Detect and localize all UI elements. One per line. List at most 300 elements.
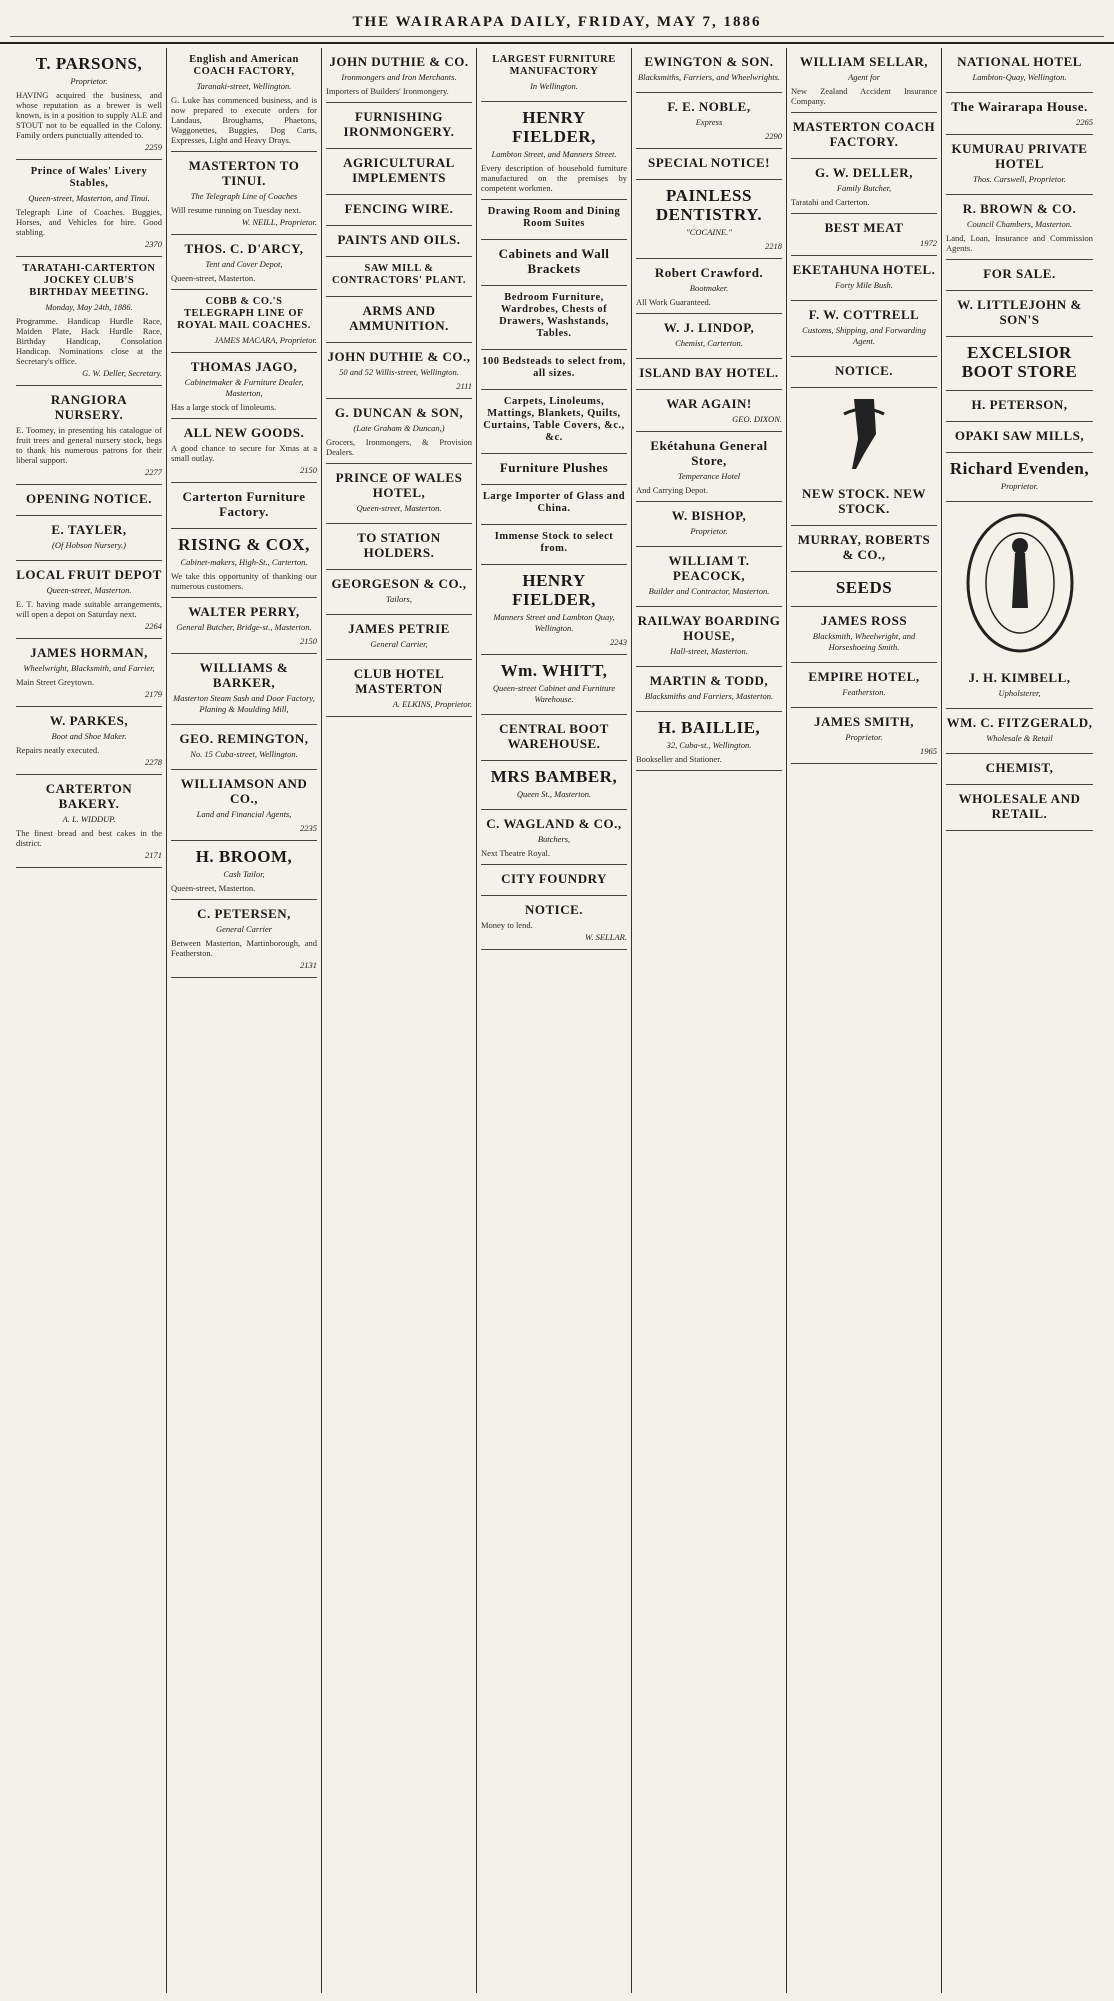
- ad-subheading: Masterton Steam Sash and Door Factory, Planing & Moulding Mill,: [173, 693, 315, 714]
- ad-heading: TARATAHI-CARTERTON JOCKEY CLUB'S BIRTHDAY MEETING.: [22, 263, 156, 298]
- advertisement: [481, 390, 627, 454]
- ad-subheading: (Of Hobson Nursery.): [52, 540, 126, 550]
- ad-heading: WILLIAMS & BARKER,: [199, 660, 289, 690]
- ad-heading: SPECIAL NOTICE!: [648, 155, 770, 170]
- ad-heading: English and American COACH FACTORY,: [189, 54, 299, 77]
- ad-heading: WM. C. FITZGERALD,: [946, 715, 1093, 730]
- advertisement: [171, 290, 317, 353]
- ad-signature: 2278: [145, 757, 162, 767]
- advertisement: [481, 48, 627, 102]
- ad-heading: H. BROOM,: [195, 847, 293, 866]
- ad-signature: 2218: [765, 241, 782, 251]
- ad-body-text: E. T. having made suitable arrangements, will open a depot on Saturday next.: [16, 599, 162, 619]
- ad-heading: WILLIAM SELLAR,: [799, 54, 929, 69]
- advertisement: [326, 195, 472, 226]
- ad-subheading: Cabinet-makers, High-St., Carterton.: [180, 557, 308, 567]
- ad-heading: C. PETERSEN,: [197, 906, 291, 921]
- ad-subheading: Taranaki-street, Wellington.: [196, 81, 292, 91]
- advertisement: [636, 314, 782, 359]
- ad-heading: CHEMIST,: [985, 760, 1054, 775]
- ad-heading: OPENING NOTICE.: [26, 491, 152, 506]
- advertisement: [16, 257, 162, 386]
- ad-heading: CLUB HOTEL MASTERTON: [353, 666, 445, 696]
- ad-subheading: Forty Mile Bush.: [835, 280, 893, 290]
- ad-subheading: Wholesale & Retail: [986, 733, 1053, 743]
- advertisement: [636, 547, 782, 607]
- advertisement: [481, 896, 627, 950]
- advertisement: [946, 48, 1093, 93]
- newspaper-column-1: [12, 48, 167, 1993]
- ad-heading: GEORGESON & CO.,: [331, 576, 467, 591]
- masthead: [0, 0, 1114, 44]
- ad-heading: C. WAGLAND & CO.,: [486, 816, 622, 831]
- ad-heading: G. W. DELLER,: [815, 165, 913, 180]
- page-title: THE WAIRARAPA DAILY, FRIDAY, MAY 7, 1886: [352, 14, 762, 30]
- ad-heading: JOHN DUTHIE & CO.: [329, 54, 469, 69]
- ad-subheading: Featherston.: [842, 687, 886, 697]
- advertisement: [636, 149, 782, 180]
- ad-body-text: New Zealand Accident Insurance Company.: [791, 86, 937, 106]
- advertisement: [481, 485, 627, 525]
- ad-heading: JOHN DUTHIE & CO.,: [327, 349, 471, 364]
- ad-body-text: And Carrying Depot.: [636, 485, 709, 495]
- advertisement: [481, 565, 627, 655]
- ad-heading: WALTER PERRY,: [188, 604, 300, 619]
- ad-subheading: Lambton Street, and Manners Street.: [491, 149, 617, 159]
- ad-subheading: Cash Tailor,: [223, 869, 265, 879]
- ad-heading: GEO. REMINGTON,: [179, 731, 309, 746]
- ad-heading: TO STATION HOLDERS.: [357, 530, 441, 560]
- ad-heading: NOTICE.: [834, 363, 894, 378]
- ad-body-text: Has a large stock of linoleums.: [171, 402, 277, 412]
- ad-heading: WHOLESALE AND RETAIL.: [958, 791, 1081, 821]
- ad-heading: F. E. NOBLE,: [667, 99, 751, 114]
- ad-heading: MARTIN & TODD,: [649, 673, 769, 688]
- advertisement: [326, 257, 472, 297]
- ad-heading: ARMS AND AMMUNITION.: [349, 303, 449, 333]
- ad-body-text: Between Masterton, Martinborough, and Featherston.: [171, 938, 317, 958]
- ad-heading: Wm. WHITT,: [500, 661, 608, 680]
- advertisement: [171, 235, 317, 290]
- advertisement: [946, 709, 1093, 754]
- ad-heading: WILLIAMSON AND CO.,: [180, 776, 308, 806]
- ad-signature: 2243: [610, 637, 627, 647]
- ad-heading: FURNISHING IRONMONGERY.: [343, 109, 455, 139]
- ad-subheading: "COCAINE.": [686, 227, 732, 237]
- ad-heading: Cabinets and Wall Brackets: [498, 246, 610, 276]
- ad-subheading: In Wellington.: [530, 81, 578, 91]
- advertisement: [481, 865, 627, 896]
- advertisement: [636, 390, 782, 432]
- ad-heading: FENCING WIRE.: [344, 201, 454, 216]
- ad-subheading: Proprietor.: [690, 526, 728, 536]
- ad-subheading: 32, Cuba-st., Wellington.: [666, 740, 752, 750]
- ad-subheading: Blacksmiths, Farriers, and Wheelwrights.: [637, 72, 781, 82]
- advertisement: [171, 725, 317, 770]
- advertisement: [326, 48, 472, 103]
- ad-signature: 1972: [920, 238, 937, 248]
- ad-heading: SEEDS: [835, 578, 893, 597]
- ad-subheading: Queen St., Masterton.: [516, 789, 592, 799]
- ad-heading: H. PETERSON,: [971, 397, 1068, 412]
- ad-subheading: Builder and Contractor, Masterton.: [648, 586, 770, 596]
- advertisement: [946, 135, 1093, 195]
- ad-heading: RISING & COX,: [178, 535, 310, 554]
- ad-subheading: No. 15 Cuba-street, Wellington.: [190, 749, 298, 759]
- advertisement: [326, 570, 472, 615]
- ad-subheading: Queen-street, Masterton.: [356, 503, 442, 513]
- ad-heading: LARGEST FURNITURE MANUFACTORY: [492, 54, 616, 77]
- ad-heading: WILLIAM T. PEACOCK,: [668, 553, 750, 583]
- ad-signature: 2259: [145, 142, 162, 152]
- ad-subheading: Tailors,: [386, 594, 412, 604]
- advertisement: [326, 524, 472, 570]
- advertisement: [946, 785, 1093, 831]
- ad-heading: JAMES SMITH,: [814, 714, 914, 729]
- advertisement: [171, 483, 317, 529]
- ad-body-text: Programme. Handicap Hurdle Race, Maiden Plate, Hack Hurdle Race, Birthday Handicap, Consolation Handicap. Nominations close at the Secretary's office.: [16, 316, 162, 366]
- advertisement: [636, 259, 782, 314]
- ad-body-text: Land, Loan, Insurance and Commission Agents.: [946, 233, 1093, 253]
- ad-signature: 2150: [300, 636, 317, 646]
- ad-heading: W. J. LINDOP,: [663, 320, 755, 335]
- advertisement: [946, 337, 1093, 391]
- advertisement: [171, 598, 317, 654]
- ad-subheading: Proprietor.: [845, 732, 883, 742]
- ad-subheading: 50 and 52 Willis-street, Wellington.: [339, 367, 459, 377]
- advertisement: [791, 256, 937, 301]
- ad-signature: 2265: [1076, 117, 1093, 127]
- advertisement: [791, 301, 937, 357]
- ad-heading: NEW STOCK. NEW STOCK.: [802, 486, 926, 516]
- advertisement: [791, 159, 937, 214]
- ad-signature: 2111: [456, 381, 472, 391]
- advertisement: [636, 93, 782, 149]
- ad-body-text: A good chance to secure for Xmas at a small outlay.: [171, 443, 317, 463]
- ad-signature: 2290: [765, 131, 782, 141]
- advertisement: [171, 419, 317, 483]
- advertisement: [481, 454, 627, 485]
- ad-subheading: Cabinetmaker & Furniture Dealer, Masterton,: [184, 377, 304, 398]
- advertisement: [16, 775, 162, 868]
- ad-heading: MRS BAMBER,: [490, 767, 618, 786]
- ad-subheading: A. L. WIDDUP.: [62, 814, 116, 824]
- advertisement: [171, 900, 317, 978]
- ad-body-text: Every description of household furniture manufactured on the premises by competent workmen.: [481, 163, 627, 193]
- ad-body-text: Repairs neatly executed.: [16, 745, 100, 755]
- advertisement: [636, 359, 782, 390]
- column-container: [12, 48, 1106, 1993]
- ad-heading: J. H. KIMBELL,: [968, 670, 1071, 685]
- ad-signature: 2131: [300, 960, 317, 970]
- ad-subheading: Proprietor.: [70, 76, 108, 86]
- ad-heading: Prince of Wales' Livery Stables,: [30, 166, 148, 189]
- advertisement: [171, 529, 317, 598]
- ad-heading: Carpets, Linoleums, Mattings, Blankets, Quilts, Curtains, Table Covers, &c., &c.: [483, 396, 625, 443]
- ad-body-text: Queen-street, Masterton.: [171, 273, 256, 283]
- ad-subheading: Blacksmiths and Farriers, Masterton.: [644, 691, 774, 701]
- advertisement: [481, 655, 627, 715]
- ad-subheading: Proprietor.: [1000, 481, 1039, 491]
- ad-subheading: Customs, Shipping, and Forwarding Agent.: [802, 325, 926, 346]
- ad-heading: PAINLESS DENTISTRY.: [655, 186, 763, 224]
- ad-heading: Bedroom Furniture, Wardrobes, Chests of Drawers, Washstands, Tables.: [499, 292, 609, 339]
- ad-heading: CENTRAL BOOT WAREHOUSE.: [499, 721, 609, 751]
- advertisement: [636, 502, 782, 547]
- ad-heading: Immense Stock to select from.: [494, 531, 614, 554]
- ad-body-text: Bookseller and Stationer.: [636, 754, 722, 764]
- advertisement: [16, 707, 162, 775]
- advertisement: [481, 102, 627, 200]
- advertisement: [791, 480, 937, 526]
- ad-heading: F. W. COTTRELL: [808, 307, 920, 322]
- ad-heading: AGRICULTURAL IMPLEMENTS: [343, 155, 455, 185]
- ad-heading: RAILWAY BOARDING HOUSE,: [637, 613, 781, 643]
- ad-heading: THOS. C. D'ARCY,: [184, 241, 304, 256]
- advertisement: [636, 607, 782, 667]
- advertisement: [171, 841, 317, 900]
- ad-heading: CITY FOUNDRY: [501, 871, 607, 886]
- advertisement: [326, 615, 472, 660]
- advertisement: [326, 103, 472, 149]
- advertisement: [791, 663, 937, 708]
- advertisement: [636, 48, 782, 93]
- ad-subheading: Wheelwright, Blacksmith, and Farrier,: [23, 663, 155, 673]
- ad-subheading: The Telegraph Line of Coaches: [190, 191, 298, 201]
- ad-heading: Drawing Room and Dining Room Suites: [487, 206, 621, 229]
- advertisement: [946, 754, 1093, 785]
- ad-body-text: Importers of Builders' Ironmongery.: [326, 86, 449, 96]
- ad-heading: OPAKI SAW MILLS,: [954, 428, 1085, 443]
- ad-subheading: (Late Graham & Duncan,): [353, 423, 445, 433]
- advertisement: [791, 708, 937, 764]
- ad-heading: G. DUNCAN & SON,: [334, 405, 464, 420]
- advertisement: [326, 660, 472, 717]
- ad-heading: EMPIRE HOTEL,: [808, 669, 920, 684]
- advertisement: [791, 607, 937, 663]
- ad-subheading: Ironmongers and Iron Merchants.: [341, 72, 457, 82]
- ad-body-text: Next Theatre Royal.: [481, 848, 551, 858]
- advertisement: [791, 357, 937, 388]
- advertisement: [481, 240, 627, 286]
- ad-heading: The Wairarapa House.: [951, 99, 1088, 114]
- ad-subheading: General Carrier,: [370, 639, 428, 649]
- ad-subheading: Queen-street Cabinet and Furniture Warehouse.: [492, 683, 616, 704]
- advertisement: [326, 226, 472, 257]
- ad-body-text: Main Street Greytown.: [16, 677, 95, 687]
- advertisement: [946, 453, 1093, 502]
- ad-heading: EWINGTON & SON.: [644, 54, 774, 69]
- advertisement: [946, 664, 1093, 709]
- ad-heading: EXCELSIOR BOOT STORE: [961, 343, 1078, 381]
- ad-body-text: G. Luke has commenced business, and is now prepared to execute orders for Landaus, Broughams, Phaetons, Waggonettes, Buggies, Dog Carts, Expresses, Light and Heavy Drays.: [171, 95, 317, 145]
- newspaper-column-7: [942, 48, 1097, 1993]
- newspaper-column-6: [787, 48, 942, 1993]
- ad-subheading: Tent and Cover Depot,: [205, 259, 283, 269]
- advertisement: [791, 48, 937, 113]
- ad-body-text: Will resume running on Tuesday next.: [171, 205, 301, 215]
- newspaper-column-5: [632, 48, 787, 1993]
- ad-heading: FOR SALE.: [983, 266, 1056, 281]
- advertisement: [481, 761, 627, 810]
- advertisement: [171, 152, 317, 235]
- ad-heading: E. TAYLER,: [51, 522, 127, 537]
- ad-heading: ISLAND BAY HOTEL.: [639, 365, 779, 380]
- ad-heading: HENRY FIELDER,: [512, 108, 596, 146]
- advertisement: [636, 180, 782, 259]
- ad-heading: JAMES HORMAN,: [30, 645, 148, 660]
- ad-body-text: HAVING acquired the business, and whose reputation as a brewer is well known, is in a position to supply ALE and STOUT not to be equalled in the Colony. Family orders punctually attended to.: [16, 90, 162, 140]
- ad-subheading: Family Butcher,: [836, 183, 892, 193]
- masthead-rule: [10, 36, 1104, 37]
- ad-heading: PRINCE OF WALES HOTEL,: [335, 470, 463, 500]
- advertisement: [171, 654, 317, 725]
- ad-signature: GEO. DIXON.: [732, 414, 782, 424]
- ad-heading: R. BROWN & CO.: [962, 201, 1077, 216]
- ad-subheading: Agent for: [848, 72, 880, 82]
- advertisement: [946, 391, 1093, 422]
- advertisement: [16, 516, 162, 561]
- advertisement: [636, 432, 782, 502]
- ad-body-text: Queen-street, Masterton.: [171, 883, 256, 893]
- ad-subheading: Queen-street, Masterton, and Tinui.: [28, 193, 150, 203]
- ad-heading: JAMES ROSS: [820, 613, 908, 628]
- advertisement: [791, 526, 937, 572]
- advertisement: [16, 160, 162, 257]
- ad-heading: WAR AGAIN!: [666, 396, 752, 411]
- ad-heading: 100 Bedsteads to select from, all sizes.: [482, 356, 626, 379]
- ad-heading: Ekétahuna General Store,: [650, 438, 768, 468]
- ad-body-text: We take this opportunity of thanking our numerous customers.: [171, 571, 317, 591]
- ad-heading: NOTICE.: [524, 902, 584, 917]
- ad-heading: RANGIORA NURSERY.: [50, 392, 128, 422]
- ad-subheading: Express: [695, 117, 723, 127]
- advertisement: [171, 770, 317, 841]
- advertisement: [326, 149, 472, 195]
- newspaper-column-3: [322, 48, 477, 1993]
- advertisement: [946, 260, 1093, 291]
- ad-signature: 2277: [145, 467, 162, 477]
- ad-heading: ALL NEW GOODS.: [183, 425, 305, 440]
- ad-heading: THOMAS JAGO,: [190, 359, 298, 374]
- ad-heading: BEST MEAT: [824, 220, 904, 235]
- advertisement: [16, 485, 162, 516]
- ad-heading: PAINTS AND OILS.: [337, 232, 461, 247]
- ad-heading: MURRAY, ROBERTS & CO.,: [797, 532, 931, 562]
- advertisement: [171, 353, 317, 419]
- ad-body-text: Money to lend.: [481, 920, 533, 930]
- ad-signature: 2171: [145, 850, 162, 860]
- newspaper-column-4: [477, 48, 632, 1993]
- advertisement: [636, 712, 782, 771]
- ad-signature: 1965: [920, 746, 937, 756]
- ad-heading: MASTERTON TO TINUI.: [188, 158, 300, 188]
- ad-heading: MASTERTON COACH FACTORY.: [792, 119, 936, 149]
- ad-heading: NATIONAL HOTEL: [957, 54, 1082, 69]
- ad-heading: COBB & CO.'S TELEGRAPH LINE OF ROYAL MAIL COACHES.: [177, 296, 311, 331]
- ad-heading: SAW MILL & CONTRACTORS' PLANT.: [332, 263, 466, 286]
- ad-signature: G. W. Deller, Secretary.: [82, 368, 162, 378]
- ad-heading: Robert Crawford.: [654, 265, 764, 280]
- advertisement: [946, 195, 1093, 260]
- advertisement: [946, 93, 1093, 135]
- advertisement: [326, 399, 472, 464]
- ad-signature: 2150: [300, 465, 317, 475]
- advertisement: [481, 810, 627, 865]
- advertisement: [16, 561, 162, 639]
- saddle-illustration-icon: [834, 394, 894, 474]
- newspaper-column-2: [167, 48, 322, 1993]
- ad-heading: HENRY FIELDER,: [512, 571, 596, 609]
- ad-signature: 2179: [145, 689, 162, 699]
- advertisement: [16, 386, 162, 485]
- advertisement: [326, 297, 472, 343]
- advertisement: [326, 343, 472, 399]
- ad-subheading: Blacksmith, Wheelwright, and Horseshoeing Smith.: [812, 631, 916, 652]
- ad-subheading: Chemist, Carterton.: [675, 338, 743, 348]
- ad-signature: 2370: [145, 239, 162, 249]
- ad-subheading: Hall-street, Masterton.: [670, 646, 748, 656]
- tea-label-illustration-icon: [960, 508, 1080, 658]
- advertisement: [481, 286, 627, 350]
- ad-body-text: Grocers, Ironmongers, & Provision Dealers.: [326, 437, 472, 457]
- advertisement: [326, 464, 472, 524]
- ad-subheading: Bootmaker.: [689, 283, 729, 293]
- ad-heading: LOCAL FRUIT DEPOT: [16, 567, 162, 582]
- ad-heading: H. BAILLIE,: [657, 718, 761, 737]
- ad-signature: A. ELKINS, Proprietor.: [392, 699, 472, 709]
- advertisement: [481, 200, 627, 240]
- ad-heading: Richard Evenden,: [949, 459, 1090, 478]
- ad-subheading: Council Chambers, Masterton.: [966, 219, 1073, 229]
- ad-signature: W. NEILL, Proprietor.: [241, 217, 317, 227]
- advertisement: [16, 639, 162, 707]
- ad-heading: EKETAHUNA HOTEL.: [792, 262, 936, 277]
- advertisement: [171, 48, 317, 152]
- ad-subheading: General Carrier: [216, 924, 272, 934]
- ad-signature: 2235: [300, 823, 317, 833]
- ad-subheading: Butchers,: [537, 834, 571, 844]
- advertisement: [481, 350, 627, 390]
- ad-signature: JAMES MACARA, Proprietor.: [214, 335, 317, 345]
- ad-subheading: Lambton-Quay, Wellington.: [972, 72, 1067, 82]
- ad-heading: JAMES PETRIE: [348, 621, 450, 636]
- ad-heading: Large Importer of Glass and China.: [482, 491, 626, 514]
- ad-heading: T. PARSONS,: [35, 54, 143, 73]
- advertisement: [946, 291, 1093, 337]
- ad-subheading: Monday, May 24th, 1886.: [45, 302, 133, 312]
- ad-heading: W. LITTLEJOHN & SON'S: [957, 297, 1082, 327]
- ad-subheading: Land and Financial Agents,: [196, 809, 292, 819]
- ad-heading: Furniture Plushes: [499, 460, 609, 475]
- ad-heading: KUMURAU PRIVATE HOTEL: [951, 141, 1088, 171]
- ad-subheading: General Butcher, Bridge-st., Masterton.: [176, 622, 312, 632]
- ad-body-text: Taratahi and Carterton.: [791, 197, 870, 207]
- advertisement: [481, 715, 627, 761]
- ad-heading: W. PARKES,: [49, 713, 129, 728]
- ad-subheading: Upholsterer,: [998, 688, 1041, 698]
- advertisement: [636, 667, 782, 712]
- ad-subheading: Queen-street, Masterton.: [46, 585, 132, 595]
- advertisement: [481, 525, 627, 565]
- ad-heading: CARTERTON BAKERY.: [45, 781, 133, 811]
- ad-heading: Carterton Furniture Factory.: [182, 489, 306, 519]
- ad-signature: 2264: [145, 621, 162, 631]
- advertisement: [946, 422, 1093, 453]
- ad-body-text: Telegraph Line of Coaches. Buggies, Horses, and Vehicles for hire. Good stabling.: [16, 207, 162, 237]
- advertisement: [16, 48, 162, 160]
- ad-subheading: Thos. Carswell, Proprietor.: [973, 174, 1066, 184]
